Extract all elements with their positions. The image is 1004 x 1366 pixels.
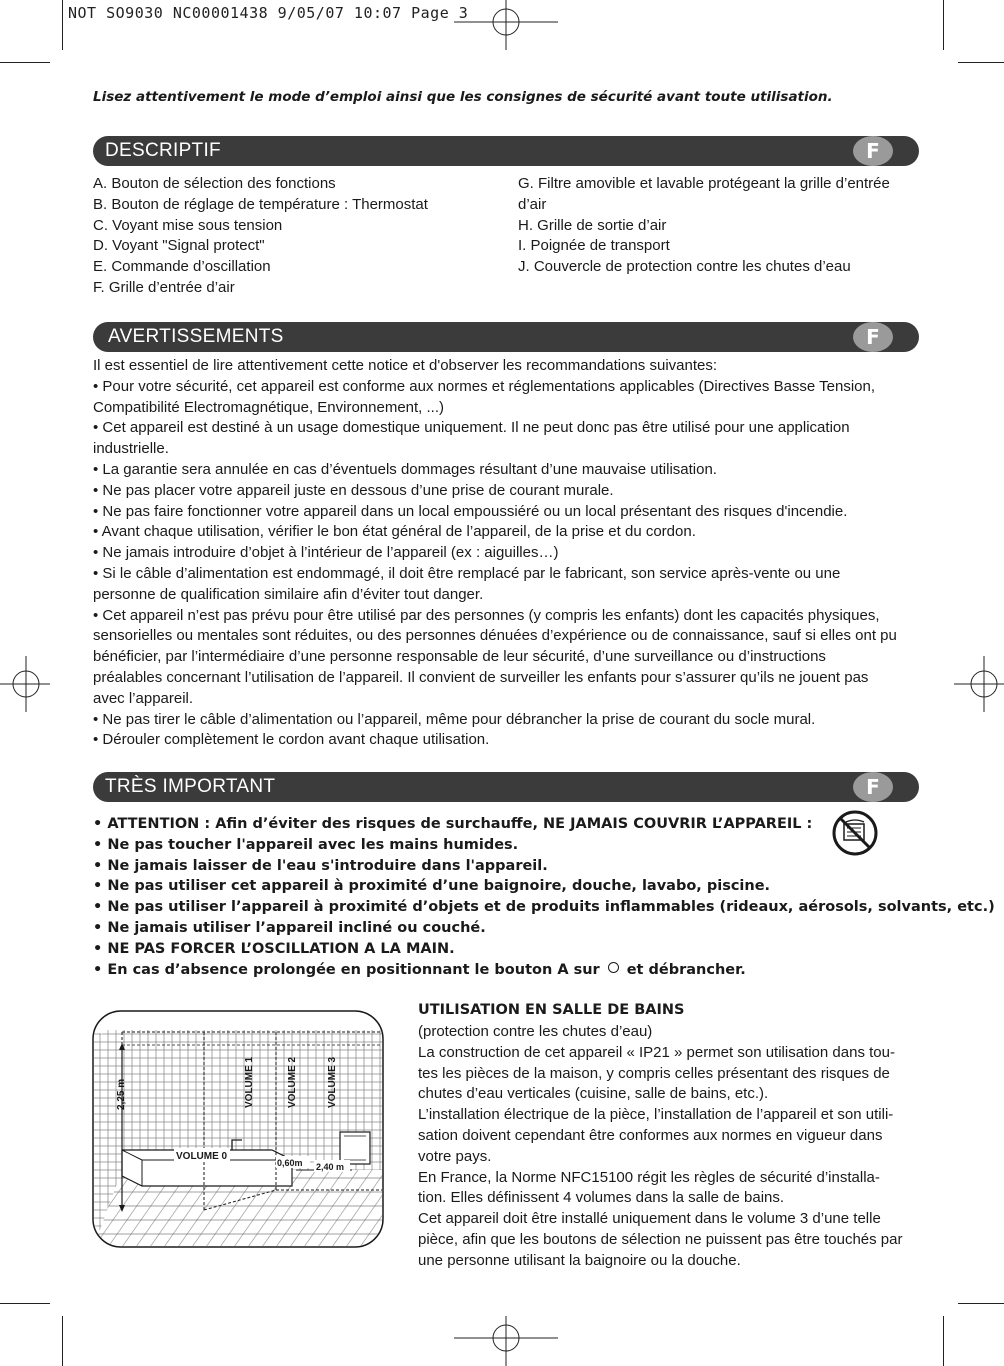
- text-line: avec l’appareil.: [93, 689, 194, 707]
- text-line: industrielle.: [93, 440, 169, 458]
- text-line: L’installation électrique de la pièce, l’installation de l’appareil et son utili-: [418, 1106, 894, 1124]
- text-line: • Cet appareil n’est pas prévu pour être utilisé par des personnes (y compris les enfants) dont les capacités physiques,: [93, 606, 880, 624]
- text-line: • Avant chaque utilisation, vérifier le bon état général de l’appareil, de la prise et du cordon.: [93, 523, 696, 541]
- list-item: d’air: [518, 195, 547, 213]
- text-line: pièce, afin que les boutons de sélection ne puissent pas être touchés par: [418, 1230, 903, 1248]
- text-line: tes les pièces de la maison, y compris celles présentant des risques de: [418, 1064, 890, 1082]
- registration-mark-bottom: [454, 1316, 558, 1366]
- list-item: I. Poignée de transport: [518, 237, 670, 255]
- text-fragment: et débrancher.: [626, 961, 746, 978]
- text-line: Compatibilité Electromagnétique, Environnement, ...): [93, 398, 445, 416]
- crop-mark: [62, 0, 63, 50]
- text-line: • Ne jamais laisser de l'eau s'introduire dans l'appareil.: [93, 857, 548, 874]
- distance-240-label: 2,40 m: [316, 1162, 345, 1172]
- text-fragment: • En cas d’absence prolongée en positionnant le bouton A sur: [93, 961, 600, 978]
- text-line-last: [93, 960, 995, 981]
- text-line: une personne utilisant la baignoire ou la douche.: [418, 1251, 741, 1269]
- crop-mark: [943, 1316, 944, 1366]
- text-line: chutes d’eau verticales (cuisine, salle de bains, etc.).: [418, 1085, 769, 1103]
- list-item: J. Couvercle de protection contre les chutes d’eau: [518, 258, 851, 276]
- distance-060-label: 0,60m: [277, 1158, 303, 1168]
- list-item: A. Bouton de sélection des fonctions: [93, 175, 336, 192]
- registration-mark-left: [0, 656, 50, 712]
- text-line: La construction de cet appareil « IP21 » permet son utilisation dans tou-: [418, 1043, 895, 1061]
- text-line: • Ne jamais utiliser l’appareil incliné ou couché.: [93, 919, 486, 936]
- descriptif-right-list: [518, 174, 890, 278]
- off-position-icon: [608, 962, 619, 973]
- do-not-cover-icon: [832, 810, 878, 856]
- crop-mark: [958, 1303, 1004, 1304]
- text-line: sation doivent cependant être conformes aux normes en vigueur dans: [418, 1126, 883, 1144]
- text-line: bénéficier, par l’intermédiaire d’une personne responsable de leur sécurité, d’une surveillance ou d’instructions: [93, 648, 826, 666]
- bathroom-text: [418, 1022, 923, 1272]
- registration-mark-right: [954, 656, 1004, 712]
- text-line: tion. Elles définissent 4 volumes dans la salle de bains.: [418, 1189, 785, 1207]
- list-item: D. Voyant "Signal protect": [93, 237, 265, 255]
- text-line: votre pays.: [418, 1147, 492, 1165]
- text-line: • Ne pas tirer le câble d’alimentation ou l’appareil, même pour débrancher la prise de courant du socle mural.: [93, 710, 816, 728]
- section-bar-tres-important: [93, 772, 919, 802]
- list-item: C. Voyant mise sous tension: [93, 216, 283, 234]
- crop-mark: [62, 1316, 63, 1366]
- intro-warning: Lisez attentivement le mode d’emploi ainsi que les consignes de sécurité avant toute utilisation.: [93, 89, 833, 105]
- text-line: • ATTENTION : Afin d’éviter des risques de surchauffe, NE JAMAIS COUVRIR L’APPAREIL :: [93, 816, 813, 832]
- text-line: • Ne pas utiliser l’appareil à proximité d’objets et de produits inflammables (rideaux, aérosols, solvants, etc.): [93, 899, 995, 916]
- descriptif-left-list: [93, 174, 428, 299]
- bathroom-title: UTILISATION EN SALLE DE BAINS: [418, 1002, 685, 1018]
- text-line: personne de qualification similaire afin d’éviter tout danger.: [93, 585, 484, 603]
- volume-2-label: VOLUME 2: [287, 1056, 298, 1108]
- text-line: préalables concernant l’utilisation de l’appareil. Il convient de surveiller les enfants pour s’assurer qu’ils ne jouent pas: [93, 668, 869, 686]
- volume-0-label: VOLUME 0: [176, 1151, 228, 1162]
- volume-1-label: VOLUME 1: [244, 1056, 255, 1108]
- section-title: DESCRIPTIF: [105, 140, 221, 161]
- text-line: • La garantie sera annulée en cas d’éventuels dommages résultant d’une mauvaise utilisation.: [93, 460, 717, 478]
- crop-mark: [958, 62, 1004, 63]
- section-bar-avertissements: [93, 322, 919, 352]
- text-line: • Dérouler complètement le cordon avant chaque utilisation.: [93, 731, 490, 749]
- crop-mark: [0, 1303, 50, 1304]
- language-badge: F: [853, 136, 893, 166]
- section-title: TRÈS IMPORTANT: [105, 776, 276, 797]
- height-label: 2,25 m: [116, 1078, 127, 1110]
- text-line: • Ne pas toucher l'appareil avec les mains humides.: [93, 836, 519, 853]
- list-item: B. Bouton de réglage de température : Thermostat: [93, 195, 428, 213]
- list-item: H. Grille de sortie d’air: [518, 216, 667, 234]
- volume-3-label: VOLUME 3: [327, 1056, 338, 1108]
- text-line: • Pour votre sécurité, cet appareil est conforme aux normes et réglementations applicables (Directives Basse Tension,: [93, 377, 876, 395]
- language-badge: F: [853, 322, 893, 352]
- language-badge: F: [853, 772, 893, 802]
- text-line: • Ne pas faire fonctionner votre appareil dans un local empoussiéré ou un local présentant des risques d'incendie.: [93, 502, 848, 520]
- text-line: (protection contre les chutes d’eau): [418, 1023, 653, 1040]
- text-line: En France, la Norme NFC15100 régit les règles de sécurité d’installa-: [418, 1168, 880, 1186]
- list-item: E. Commande d’oscillation: [93, 258, 271, 276]
- text-line: sensorielles ou mentales sont réduites, ou des personnes dénuées d’expérience ou de connaissance, sauf si elles ont pu: [93, 627, 897, 645]
- text-line: • Ne jamais introduire d’objet à l’intérieur de l’appareil (ex : aiguilles…): [93, 544, 559, 562]
- text-line: Cet appareil doit être installé uniquement dans le volume 3 d’une telle: [418, 1210, 881, 1228]
- print-header: NOT SO9030 NC00001438 9/05/07 10:07 Page 3: [68, 4, 469, 22]
- list-item: F. Grille d’entrée d’air: [93, 278, 235, 296]
- text-line: • Ne pas utiliser cet appareil à proximité d’une baignoire, douche, lavabo, piscine.: [93, 878, 771, 895]
- text-line: Il est essentiel de lire attentivement cette notice et d'observer les recommandations suivantes:: [93, 357, 718, 374]
- text-line: • Cet appareil est destiné à un usage domestique uniquement. Il ne peut donc pas être utilisé pour une application: [93, 419, 850, 437]
- text-line: • Ne pas placer votre appareil juste en dessous d’une prise de courant murale.: [93, 481, 614, 499]
- crop-mark: [943, 0, 944, 50]
- section-title: AVERTISSEMENTS: [108, 326, 284, 347]
- registration-mark-top: [454, 0, 558, 50]
- text-line: • Si le câble d’alimentation est endommagé, il doit être remplacé par le fabricant, son service après-vente ou une: [93, 564, 841, 582]
- list-item: G. Filtre amovible et lavable protégeant la grille d’entrée: [518, 175, 890, 192]
- avertissements-text: [93, 356, 919, 751]
- section-bar-descriptif: [93, 136, 919, 166]
- bathroom-volumes-diagram: [92, 1010, 384, 1248]
- text-line: • NE PAS FORCER L’OSCILLATION A LA MAIN.: [93, 940, 455, 957]
- crop-mark: [0, 62, 50, 63]
